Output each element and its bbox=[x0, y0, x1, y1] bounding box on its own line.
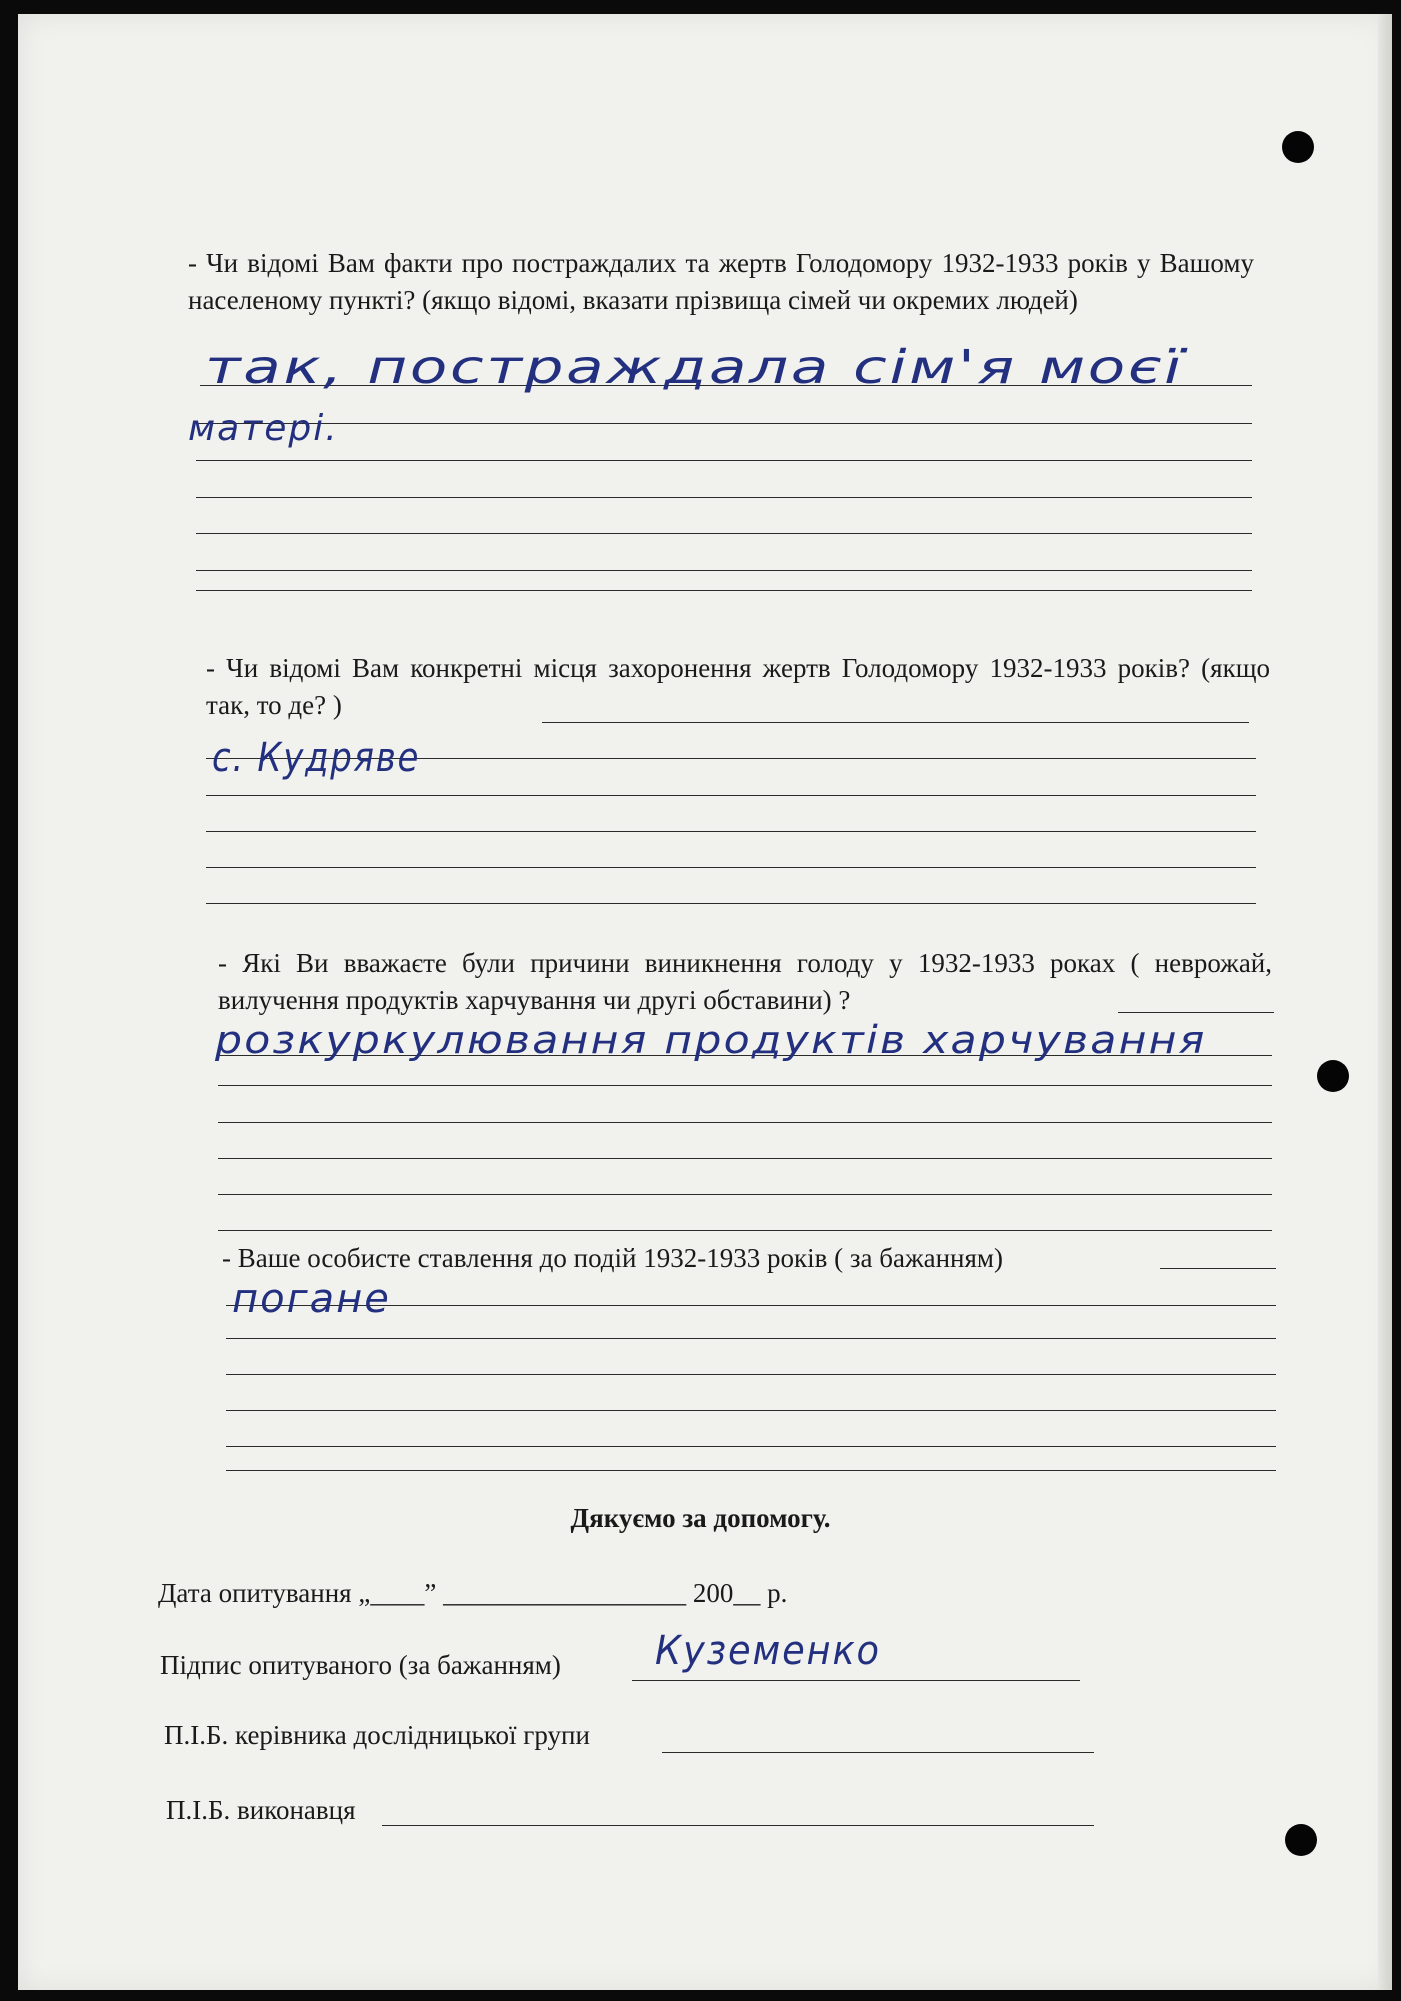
research-leader-label: П.І.Б. керівника дослідницької групи bbox=[164, 1720, 590, 1750]
punch-hole-middle bbox=[1317, 1060, 1349, 1092]
answer-line bbox=[218, 1158, 1272, 1159]
answer-line bbox=[226, 1470, 1276, 1471]
paper-edge bbox=[1378, 14, 1392, 1990]
handwritten-answer-2: с. Кудряве bbox=[212, 735, 421, 781]
respondent-signature: Куземенко bbox=[655, 1628, 881, 1674]
handwritten-answer-4: погане bbox=[232, 1276, 391, 1322]
respondent-signature-label: Підпис опитуваного (за бажанням) bbox=[160, 1650, 561, 1680]
answer-line bbox=[218, 1122, 1272, 1123]
answer-line bbox=[1118, 1012, 1274, 1013]
answer-line bbox=[196, 423, 1252, 424]
answer-line bbox=[542, 722, 1249, 723]
answer-line bbox=[196, 590, 1252, 591]
punch-hole-bottom bbox=[1285, 1824, 1317, 1856]
handwritten-answer-1a: так, постраждала сім'я моєї bbox=[205, 340, 1184, 394]
answer-line bbox=[206, 903, 1256, 904]
answer-line bbox=[226, 1410, 1276, 1411]
answer-line bbox=[218, 1194, 1272, 1195]
question-1-text: - Чи відомі Вам факти про постраждалих та жертв Голодомору 1932-1933 років у Вашому населеному пункті? (якщо відомі, вказати прізвища сімей чи окремих людей) bbox=[188, 248, 1254, 315]
answer-line bbox=[196, 533, 1252, 534]
answer-line bbox=[1160, 1268, 1276, 1269]
answer-line bbox=[196, 460, 1252, 461]
executor-line bbox=[382, 1825, 1094, 1826]
leader-line bbox=[662, 1752, 1094, 1753]
question-3-text: - Які Ви вважаєте були причини виникнення голоду у 1932-1933 роках ( неврожай, вилучення продуктів харчування чи другі обставини) ? bbox=[218, 948, 1272, 1015]
answer-line bbox=[226, 1338, 1276, 1339]
answer-line bbox=[196, 570, 1252, 571]
survey-date-label: Дата опитування „____” __________________ 200__ р. bbox=[158, 1578, 788, 1608]
answer-line bbox=[206, 831, 1256, 832]
thanks-text: Дякуємо за допомогу. bbox=[570, 1503, 831, 1533]
punch-hole-top bbox=[1282, 131, 1314, 163]
answer-line bbox=[206, 795, 1256, 796]
answer-line bbox=[218, 1085, 1272, 1086]
handwritten-answer-3: розкуркулювання продуктів харчування bbox=[215, 1018, 1207, 1062]
executor-label: П.І.Б. виконавця bbox=[166, 1795, 356, 1825]
answer-line bbox=[206, 867, 1256, 868]
answer-line bbox=[196, 497, 1252, 498]
answer-line bbox=[226, 1374, 1276, 1375]
signature-line bbox=[632, 1680, 1080, 1681]
question-2-text: - Чи відомі Вам конкретні місця захоронення жертв Голодомору 1932-1933 років? (якщо так, то де? ) bbox=[206, 653, 1270, 720]
answer-line bbox=[226, 1446, 1276, 1447]
answer-line bbox=[218, 1230, 1272, 1231]
handwritten-answer-1b: матері. bbox=[188, 408, 339, 449]
question-4-text: - Ваше особисте ставлення до подій 1932-1933 років ( за бажанням) bbox=[222, 1243, 1003, 1273]
